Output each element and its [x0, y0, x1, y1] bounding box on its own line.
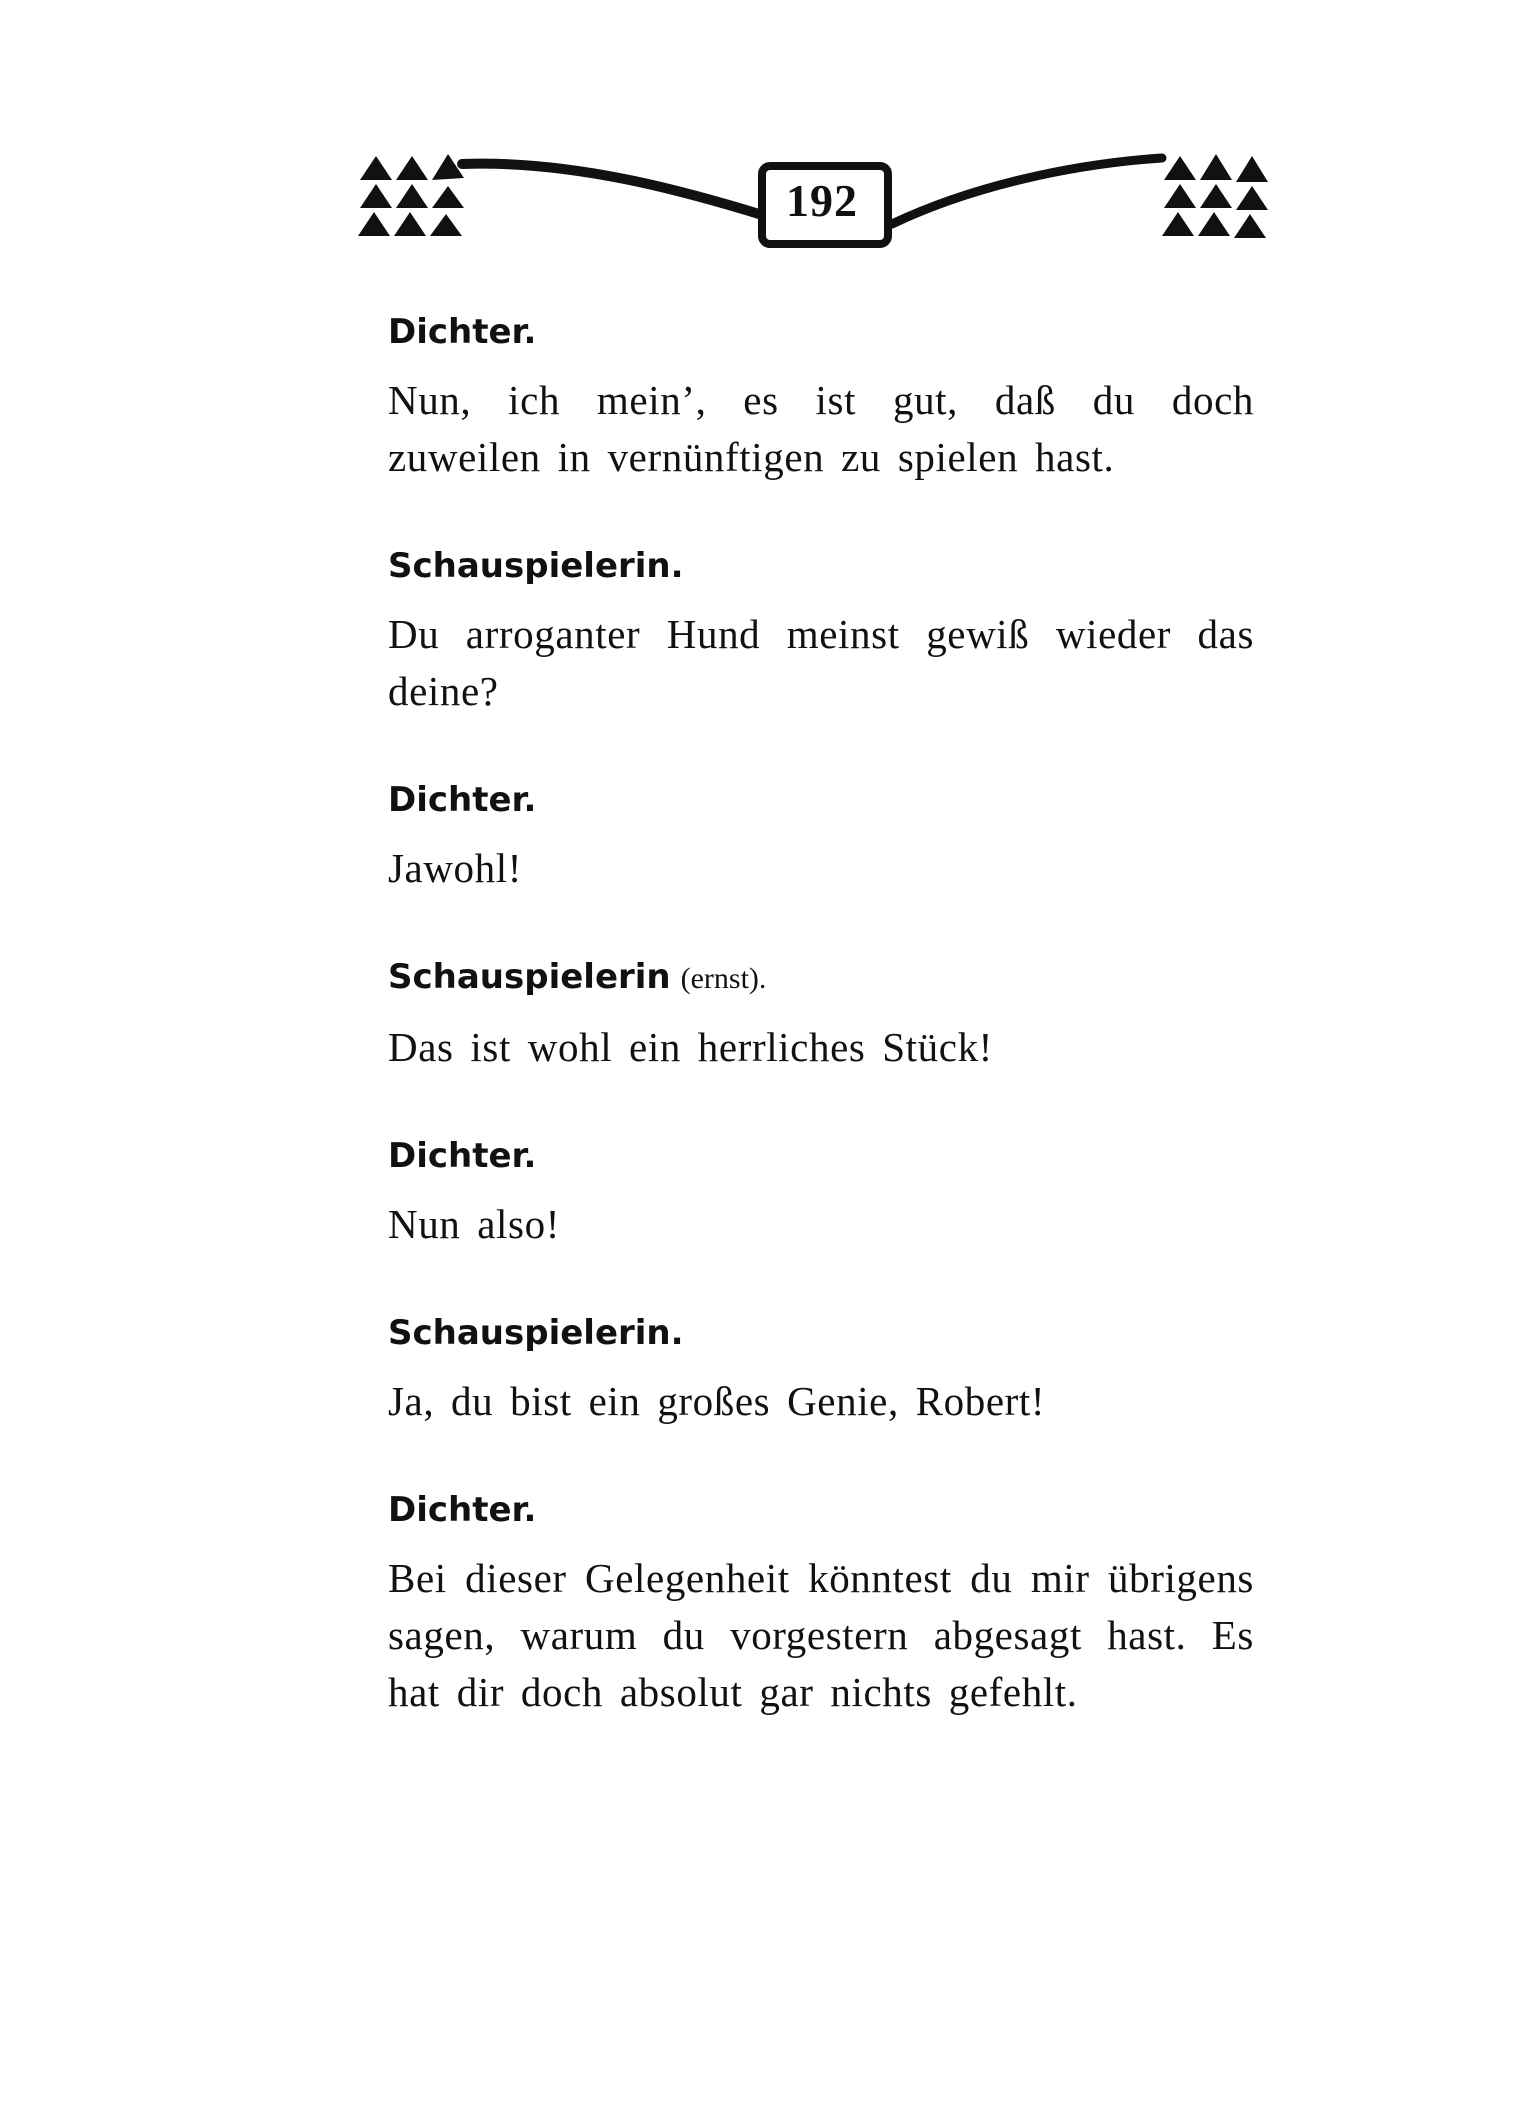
speaker-label: Schauspielerin. — [388, 546, 684, 586]
speaker-label: Dichter. — [388, 1136, 537, 1176]
speaker-name: Schauspielerin — [388, 957, 671, 997]
speech-line: Nun also! — [388, 1201, 560, 1247]
speaker-label: Dichter. — [388, 312, 537, 352]
page-number: 192 — [786, 175, 858, 226]
speaker-label: Schauspielerin. — [388, 1313, 684, 1353]
speaker-label-with-stage-direction — [388, 955, 1254, 1001]
speaker-label: Dichter. — [388, 780, 537, 820]
left-spade-ornament — [358, 154, 464, 236]
speech-line: Du arroganter Hund meinst gewiß wieder das deine? — [388, 611, 1254, 714]
speech-line: Jawohl! — [388, 845, 523, 891]
right-spade-ornament — [1162, 154, 1268, 238]
speech-line: Das ist wohl ein herrliches Stück! — [388, 1024, 993, 1070]
dialogue-text — [388, 310, 1254, 1779]
right-swash — [892, 158, 1162, 224]
left-swash — [462, 164, 772, 218]
stage-direction: (ernst). — [680, 962, 767, 995]
speech-line: Ja, du bist ein großes Genie, Robert! — [388, 1378, 1046, 1424]
speech-line: Bei dieser Gelegenheit könntest du mir übrigens sagen, warum du vorgestern abgesagt hast. Es hat dir doch absolut gar nichts gefehlt. — [388, 1555, 1254, 1715]
speaker-label: Dichter. — [388, 1490, 537, 1530]
speech-line: Nun, ich mein’, es ist gut, daß du doch zuweilen in vernünftigen zu spielen hast. — [388, 377, 1254, 480]
